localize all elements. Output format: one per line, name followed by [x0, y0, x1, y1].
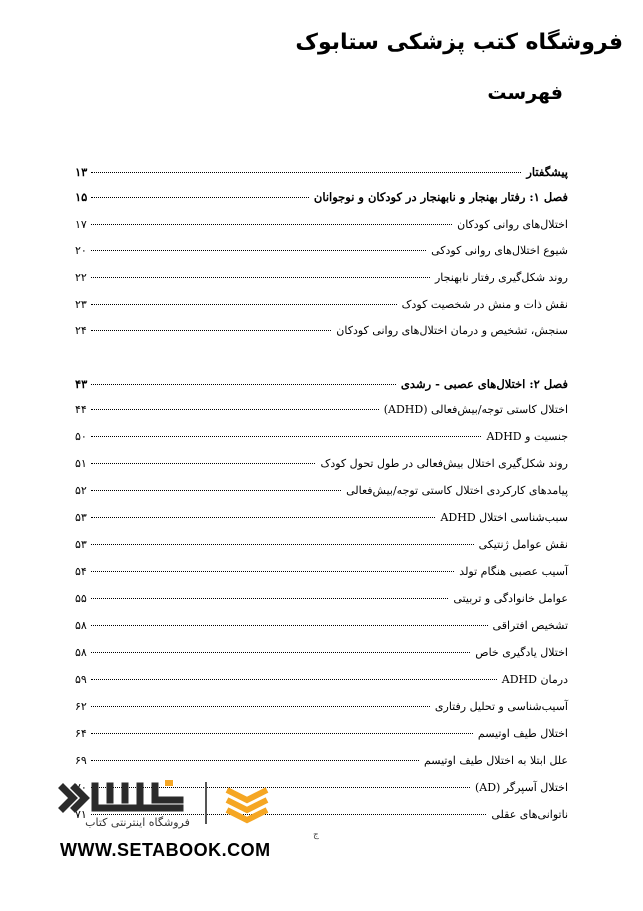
toc-dot-leader — [91, 490, 341, 491]
toc-entry[interactable] — [75, 700, 568, 720]
toc-entry-page: ۵۳ — [75, 538, 87, 551]
toc-entry-title: سنجش، تشخیص و درمان اختلال‌های روانی کودکان — [336, 324, 568, 337]
toc-dot-leader — [91, 625, 488, 626]
toc-entry-title: روند شکل‌گیری رفتار نابهنجار — [435, 271, 568, 284]
toc-dot-leader — [91, 598, 448, 599]
toc-entry[interactable] — [75, 190, 568, 210]
toc-dot-leader — [91, 250, 426, 251]
toc-dot-leader — [91, 544, 474, 545]
toc-entry-title: فصل ۲: اختلال‌های عصبی - رشدی — [400, 377, 568, 391]
toc-entry[interactable] — [75, 565, 568, 585]
toc-entry-title: عوامل خانوادگی و تربیتی — [453, 592, 568, 605]
toc-entry-page: ۷۰ — [75, 781, 87, 794]
toc-entry-page: ۱۵ — [75, 190, 88, 204]
toc-entry-page: ۵۹ — [75, 673, 87, 686]
toc-dot-leader — [91, 224, 452, 225]
book-stack-icon — [223, 780, 271, 826]
toc-entry[interactable] — [75, 754, 568, 774]
site-url[interactable]: WWW.SETABOOK.COM — [60, 840, 271, 860]
toc-entry[interactable] — [75, 727, 568, 747]
toc-entry-page: ۲۳ — [75, 298, 87, 311]
toc-entry-title: اختلال طیف اوتیسم — [477, 727, 568, 740]
toc-entry-title: پیامدهای کارکردی اختلال کاستی توجه/بیش‌فعالی — [346, 484, 568, 497]
toc-entry[interactable] — [75, 165, 568, 185]
toc-entry-title: علل ابتلا به اختلال طیف اوتیسم — [423, 754, 568, 767]
toc-entry-page: ۵۸ — [75, 619, 87, 632]
toc-entry-page: ۲۰ — [75, 244, 87, 257]
toc-entry-title: نقش عوامل ژنتیکی — [478, 538, 568, 551]
toc-entry-page: ۵۴ — [75, 565, 87, 578]
toc-entry-page: ۱۷ — [75, 218, 87, 231]
logo-separator — [205, 782, 207, 824]
toc-entry[interactable] — [75, 403, 568, 423]
toc-entry-title: اختلال یادگیری خاص — [475, 646, 568, 659]
toc-entry-title: آسیب عصبی هنگام تولد — [459, 565, 568, 578]
toc-entry[interactable] — [75, 377, 568, 397]
toc-entry[interactable] — [75, 244, 568, 264]
toc-dot-leader — [91, 463, 315, 464]
toc-entry-title: فصل ۱: رفتار بهنجار و نابهنجار در کودکان و نوجوانان — [313, 190, 568, 204]
toc-entry-page: ۶۴ — [75, 727, 87, 740]
toc-entry-title: پیشگفتار — [526, 165, 568, 179]
toc-entry[interactable] — [75, 218, 568, 238]
toc-entry[interactable] — [75, 430, 568, 450]
toc-entry[interactable] — [75, 646, 568, 666]
logo-tagline: فروشگاه اینترنتی کتاب — [85, 816, 190, 829]
toc-entry-title: آسیب‌شناسی و تحلیل رفتاری — [434, 700, 568, 713]
toc-dot-leader — [91, 277, 430, 278]
toc-entry-title: اختلال‌های روانی کودکان — [457, 218, 568, 231]
toc-dot-leader — [91, 517, 435, 518]
toc-entry[interactable] — [75, 619, 568, 639]
toc-entry[interactable] — [75, 673, 568, 693]
toc-entry[interactable] — [75, 484, 568, 504]
toc-entry[interactable] — [75, 592, 568, 612]
toc-entry-page: ۵۰ — [75, 430, 87, 443]
toc-entry[interactable] — [75, 538, 568, 558]
toc-entry-page: ۲۴ — [75, 324, 87, 337]
toc-dot-leader — [91, 304, 397, 305]
toc-dot-leader — [91, 197, 309, 198]
toc-dot-leader — [91, 706, 430, 707]
setabook-logo[interactable] — [55, 776, 275, 831]
toc-entry-title: اختلال کاستی توجه/بیش‌فعالی (ADHD) — [383, 403, 568, 416]
toc-entry-title: ناتوانی‌های عقلی — [491, 808, 568, 821]
toc-entry-page: ۷۱ — [75, 808, 87, 821]
toc-entry-title: جنسیت و ADHD — [486, 430, 568, 443]
toc-entry-title: روند شکل‌گیری اختلال بیش‌فعالی در طول تحول کودک — [320, 457, 568, 470]
toc-entry[interactable] — [75, 324, 568, 344]
toc-heading: فهرست — [487, 82, 563, 104]
toc-dot-leader — [91, 760, 419, 761]
toc-entry-title: اختلال آسپرگر (AD) — [474, 781, 568, 794]
toc-entry-page: ۵۱ — [75, 457, 87, 470]
toc-entry-title: سبب‌شناسی اختلال ADHD — [440, 511, 568, 524]
toc-dot-leader — [91, 384, 396, 385]
toc-entry-title: تشخیص افتراقی — [492, 619, 568, 632]
toc-entry-page: ۵۸ — [75, 646, 87, 659]
toc-dot-leader — [91, 436, 481, 437]
page-number: ج — [313, 830, 319, 840]
toc-entry[interactable] — [75, 271, 568, 291]
toc-entry-title: شیوع اختلال‌های روانی کودکی — [431, 244, 568, 257]
toc-entry-page: ۶۲ — [75, 700, 87, 713]
toc-entry-page: ۵۳ — [75, 511, 87, 524]
toc-dot-leader — [91, 330, 331, 331]
toc-entry[interactable] — [75, 511, 568, 531]
toc-dot-leader — [91, 679, 497, 680]
toc-dot-leader — [91, 172, 521, 173]
toc-dot-leader — [91, 571, 454, 572]
toc-entry-title: درمان ADHD — [501, 673, 568, 686]
toc-entry[interactable] — [75, 457, 568, 477]
toc-dot-leader — [91, 652, 470, 653]
toc-dot-leader — [91, 733, 473, 734]
store-title: فروشگاه کتب پزشکی ستابوک — [295, 30, 623, 55]
toc-entry-page: ۴۳ — [75, 377, 88, 391]
toc-entry-page: ۵۵ — [75, 592, 87, 605]
toc-entry-page: ۲۲ — [75, 271, 87, 284]
toc-entry-title: نقش ذات و منش در شخصیت کودک — [401, 298, 568, 311]
toc-entry-page: ۴۴ — [75, 403, 87, 416]
toc-entry[interactable] — [75, 298, 568, 318]
toc-entry-page: ۶۹ — [75, 754, 87, 767]
toc-dot-leader — [91, 409, 379, 410]
toc-entry-page: ۵۲ — [75, 484, 87, 497]
toc-entry-page: ۱۳ — [75, 165, 88, 179]
